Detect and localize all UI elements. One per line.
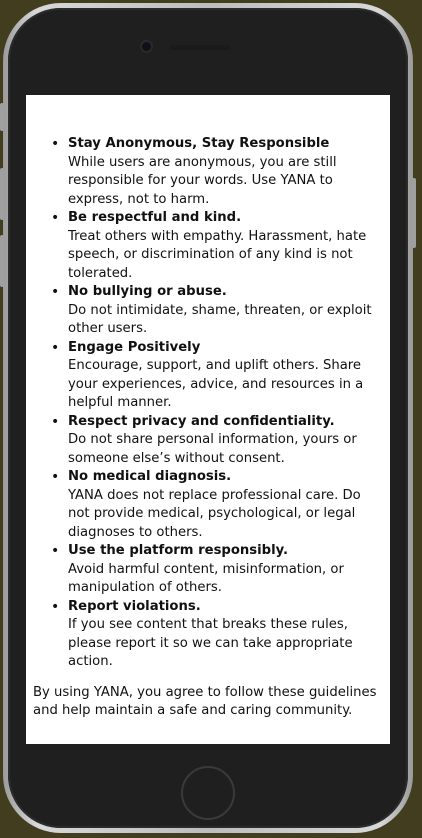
volume-down-button [0,235,4,287]
list-item [33,542,380,598]
rule-title: Respect privacy and confidentiality. [68,413,335,429]
rule-description: Do not intimidate, shame, threaten, or exploit other users. [68,302,372,336]
bullet-icon: • [51,136,60,152]
rule-description: Do not share personal information, yours or someone else’s without consent. [68,432,357,466]
agreement-text: By using YANA, you agree to follow these guidelines and help maintain a safe and caring community. [33,684,377,718]
rule-title: Engage Positively [68,339,201,355]
list-item [33,135,380,209]
earpiece-speaker [170,45,230,50]
rule-description: YANA does not replace professional care. Do not provide medical, psychological, or legal diagnoses to others. [68,487,361,540]
list-item [33,209,380,283]
rule-title: Report violations. [68,598,201,614]
home-button[interactable] [181,766,235,820]
bullet-icon: • [51,543,60,559]
list-item [33,413,380,469]
bullet-icon: • [51,413,60,430]
rule-description: Encourage, support, and uplift others. Share your experiences, advice, and resources in a helpful manner. [68,358,364,410]
rule-title: No medical diagnosis. [68,469,232,484]
volume-up-button [0,168,4,220]
bullet-icon: • [51,598,60,615]
rule-title: Be respectful and kind. [68,210,242,225]
bullet-icon: • [51,339,60,356]
front-camera-icon [142,42,151,51]
bullet-icon: • [51,469,60,485]
rules-list [33,135,380,672]
list-item [33,283,380,339]
mute-switch [0,103,4,131]
rule-description: Treat others with empathy. Harassment, hate speech, or discrimination of any kind is not tolerated. [68,228,367,281]
list-item [33,598,380,672]
guidelines-screen[interactable] [26,95,390,744]
bullet-icon: • [51,210,60,226]
list-item [33,468,380,542]
rule-description: While users are anonymous, you are still responsible for your words. Use YANA to express, not to harm. [68,154,337,207]
rule-title: No bullying or abuse. [68,284,227,299]
power-button [412,178,416,248]
bullet-icon: • [51,284,60,300]
list-item [33,339,380,413]
rule-description: Avoid harmful content, misinformation, or manipulation of others. [68,561,344,595]
rule-title: Stay Anonymous, Stay Responsible [68,136,330,151]
rule-title: Use the platform responsibly. [68,543,289,558]
rule-description: If you see content that breaks these rules, please report it so we can take appropriate action. [68,617,353,669]
